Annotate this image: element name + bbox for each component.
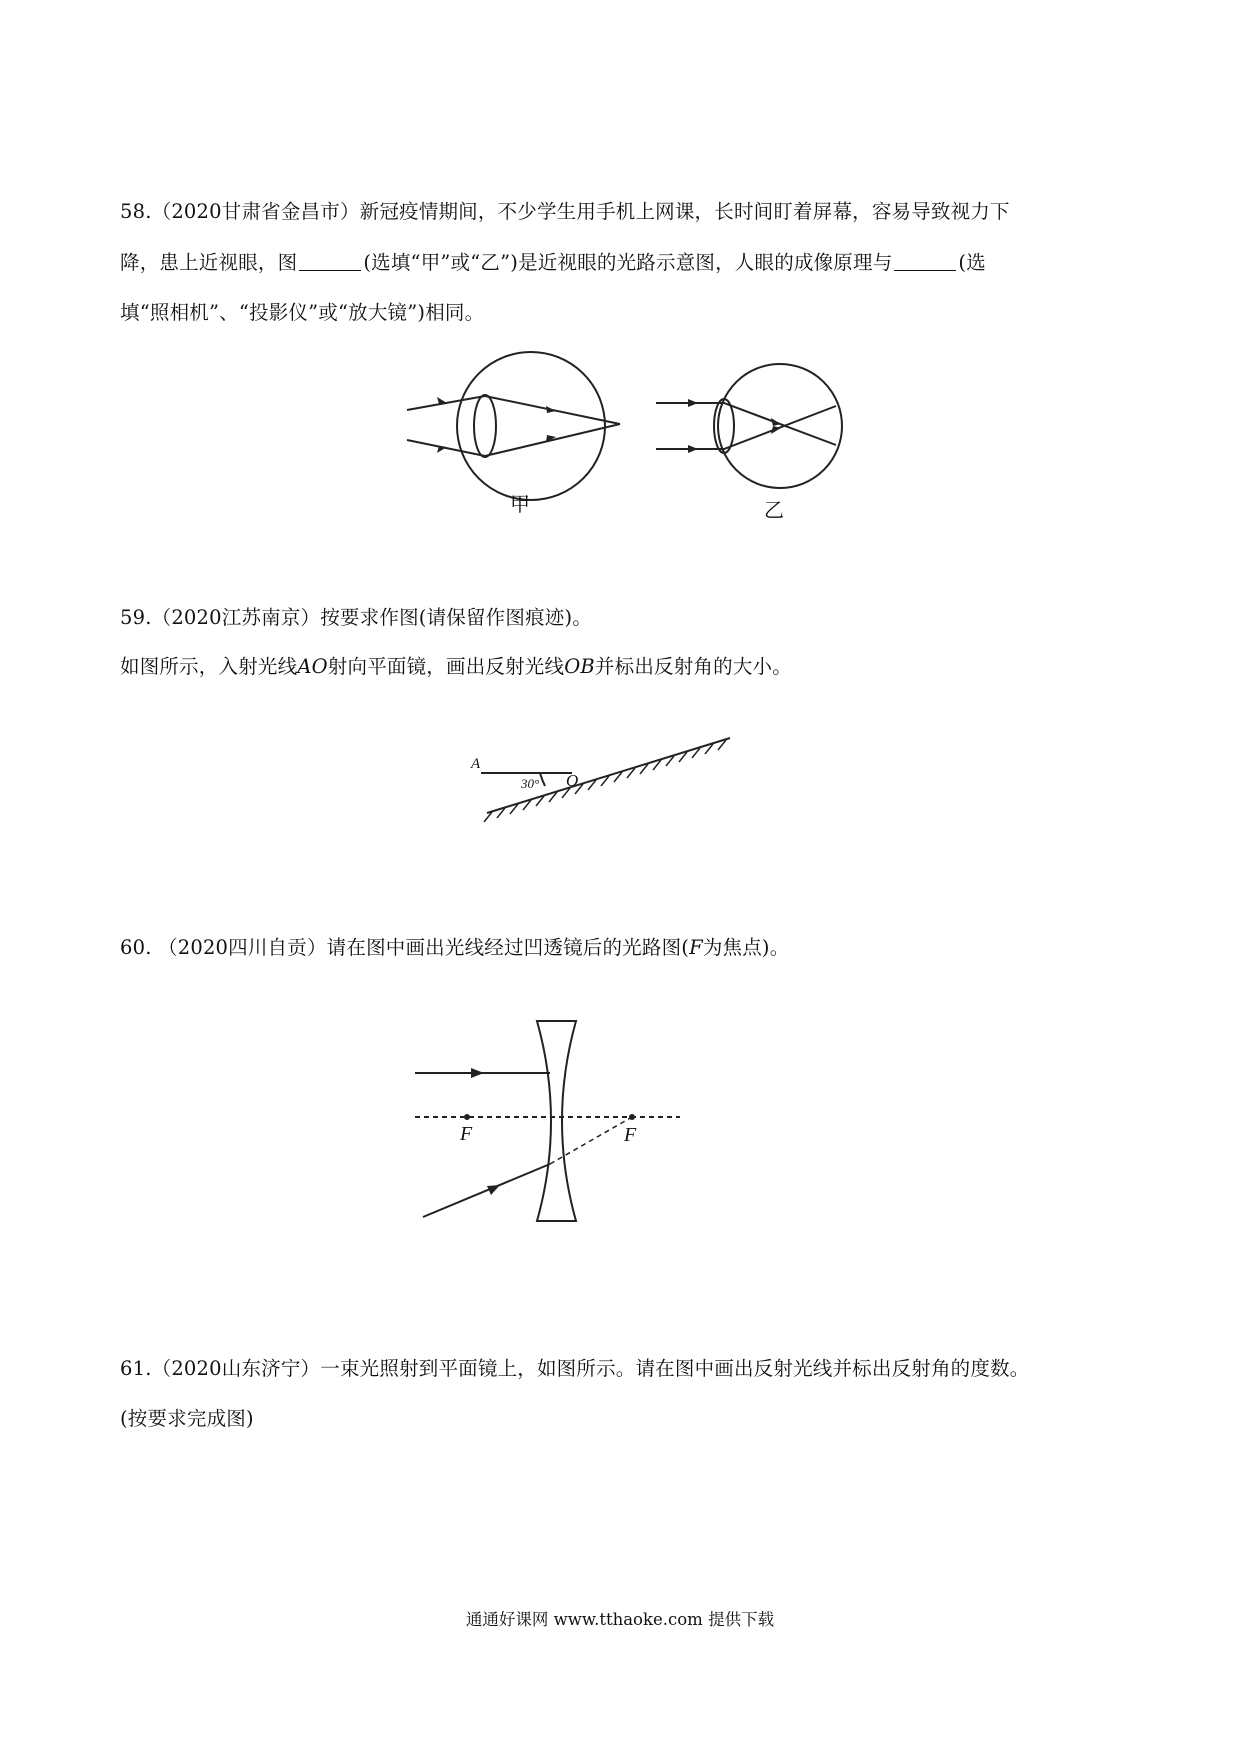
q58-text-2c: (选 <box>958 251 986 274</box>
q61-number: 61. <box>120 1357 152 1380</box>
label-angle: 30° <box>521 776 540 791</box>
focus-left-dot <box>464 1114 470 1120</box>
q61-source: （2020山东济宁） <box>151 1357 321 1380</box>
arrow-icon <box>487 1185 500 1195</box>
label-focus-left: F <box>460 1123 473 1145</box>
label-yi: 乙 <box>764 500 784 522</box>
q60-text-1b: 为焦点)。 <box>702 936 790 959</box>
footer-url[interactable]: www.tthaoke.com <box>553 1610 703 1629</box>
q61-text-2: (按要求完成图) <box>120 1407 254 1430</box>
q58-text-3: 填“照相机”、“投影仪”或“放大镜”)相同。 <box>120 301 485 324</box>
q58-source: （2020甘肃省金昌市） <box>151 200 360 223</box>
footer-suffix: 提供下载 <box>708 1610 775 1629</box>
q60-text-1a: 请在图中画出光线经过凹透镜后的光路图( <box>326 936 690 959</box>
focus-right-dot <box>629 1114 635 1120</box>
footer-site-name: 通通好课网 <box>465 1610 549 1629</box>
q59-ray-ao: AO <box>297 655 328 678</box>
q59-ray-ob: OB <box>564 655 595 678</box>
q59-text-1: 按要求作图(请保留作图痕迹)。 <box>320 606 592 629</box>
q59-text-2c: 并标出反射角的大小。 <box>594 655 792 678</box>
ray-toward-focus <box>423 1164 550 1217</box>
q59-number: 59. <box>120 606 152 629</box>
concave-lens <box>537 1021 576 1221</box>
q60-number: 60. <box>120 936 152 959</box>
q60-source: （2020四川自贡） <box>158 936 327 959</box>
q60-focus-symbol: F <box>689 936 703 959</box>
q58-text-2a: 降，患上近视眼，图 <box>120 251 298 274</box>
q61-line-1 <box>120 1354 1029 1384</box>
q61-text-1: 一束光照射到平面镜上，如图所示。请在图中画出反射光线并标出反射角的度数。 <box>320 1357 1030 1380</box>
q58-number: 58. <box>120 200 152 223</box>
label-jia: 甲 <box>510 494 530 516</box>
q59-text-2a: 如图所示，入射光线 <box>120 655 298 678</box>
q59-text-2b: 射向平面镜，画出反射光线 <box>327 655 565 678</box>
page-footer <box>0 1606 1240 1630</box>
label-o: O <box>566 771 579 790</box>
q61-line-2 <box>120 1404 254 1434</box>
label-focus-right: F <box>624 1124 637 1146</box>
q58-text-2b: (选填“甲”或“乙”)是近视眼的光路示意图，人眼的成像原理与 <box>363 251 893 274</box>
label-a: A <box>471 756 481 772</box>
q58-text-1: 新冠疫情期间，不少学生用手机上网课，长时间盯着屏幕，容易导致视力下 <box>359 200 1010 223</box>
q59-source: （2020江苏南京） <box>151 606 321 629</box>
arrow-icon <box>471 1068 484 1078</box>
